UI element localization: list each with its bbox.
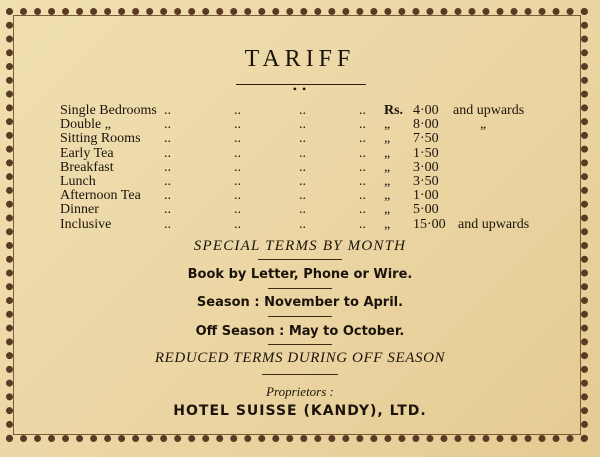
- season-info: [0, 295, 600, 310]
- ditto-mark: „: [384, 131, 391, 147]
- tariff-row-label: Lunch: [60, 173, 96, 189]
- booking-info: Book by Letter, Phone or Wire.: [187, 267, 413, 282]
- tariff-row: Afternoon Tea .. .. .. .. „ 1·00: [60, 188, 439, 204]
- tariff-row-price: 3·50: [413, 173, 439, 189]
- tariff-row-price: 3·00: [413, 159, 439, 175]
- tariff-row-price: 5·00: [413, 202, 439, 218]
- tariff-row: Double „ .. .. .. .. „ 8·00 „: [60, 117, 487, 133]
- hotel-name: HOTEL SUISSE (KANDY), LTD.: [173, 403, 427, 419]
- divider: [258, 259, 342, 260]
- tariff-row: Dinner .. .. .. .. „ 5·00: [60, 202, 439, 218]
- ditto-mark: „: [384, 216, 391, 232]
- divider: [268, 344, 332, 345]
- tariff-row: Lunch .. .. .. .. „ 3·50: [60, 173, 439, 189]
- tariff-row-note: and upwards: [453, 103, 525, 118]
- tariff-row-price: 1·00: [413, 188, 439, 204]
- ditto-mark: „: [384, 173, 391, 189]
- tariff-row-price: 8·00: [413, 117, 439, 133]
- ditto-mark: „: [384, 117, 391, 133]
- page-title: TARIFF: [244, 46, 356, 72]
- tariff-row-label: Inclusive: [60, 216, 112, 232]
- divider: [268, 288, 332, 289]
- tariff-list: [60, 104, 580, 232]
- tariff-row-note: and upwards: [458, 216, 530, 232]
- tariff-row-label: Double „: [60, 117, 111, 133]
- ditto-mark: „: [384, 202, 391, 218]
- season-value: November to April.: [264, 295, 404, 310]
- proprietors-label: Proprietors :: [266, 384, 334, 399]
- divider: [262, 374, 338, 375]
- tariff-row-label: Dinner: [60, 202, 99, 218]
- tariff-row-price: 4·00: [413, 103, 439, 118]
- tariff-row-price: 15·00: [413, 216, 446, 232]
- title-ornament: • •: [292, 82, 308, 96]
- off-season-value: May to October.: [288, 324, 405, 339]
- season-label: Season :: [196, 295, 260, 310]
- tariff-row: Breakfast .. .. .. .. „ 3·00: [60, 159, 439, 175]
- ditto-mark: „: [384, 188, 391, 204]
- special-terms: SPECIAL TERMS BY MONTH: [193, 238, 407, 254]
- reduced-terms: REDUCED TERMS DURING OFF SEASON: [154, 350, 446, 366]
- divider: [268, 316, 332, 317]
- tariff-row-label: Breakfast: [60, 159, 114, 175]
- tariff-row-label: Afternoon Tea: [60, 188, 141, 204]
- tariff-row-label: Single Bedrooms: [60, 103, 157, 118]
- tariff-row-price: 1·50: [413, 145, 439, 161]
- tariff-row-label: Sitting Rooms: [60, 131, 141, 147]
- tariff-row-note: „: [480, 117, 487, 133]
- tariff-row: Early Tea .. .. .. .. „ 1·50: [60, 145, 439, 161]
- tariff-row-price: 7·50: [413, 131, 439, 147]
- tariff-row: Sitting Rooms .. .. .. .. „ 7·50: [60, 131, 439, 147]
- ditto-mark: „: [384, 145, 391, 161]
- currency-prefix: Rs.: [384, 103, 404, 118]
- tariff-row: Inclusive .. .. .. .. „ 15·00 and upwards: [60, 216, 530, 232]
- tariff-row: Single Bedrooms .. .. .. .. Rs. 4·00 and upwards: [60, 103, 525, 118]
- tariff-row-label: Early Tea: [60, 145, 114, 161]
- off-season-info: [0, 324, 600, 339]
- off-season-label: Off Season :: [195, 324, 285, 339]
- ditto-mark: „: [384, 159, 391, 175]
